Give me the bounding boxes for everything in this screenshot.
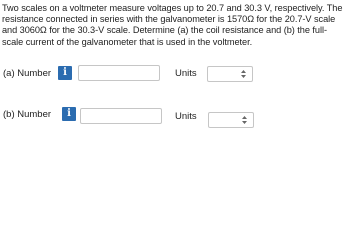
info-icon[interactable]: i <box>62 107 76 121</box>
question-text: Two scales on a voltmeter measure voltages up to 20.7 and 30.3 V, respectively. The resistance connected in series with the galvanometer is 1570Ω for the 20.7-V scale and 3060Ω for the 30.3-V scale. Determine (a) the coil resistance and (b) the full-scale current of the galvanometer that is used in the voltmeter. <box>2 3 343 47</box>
answer-row-a <box>0 63 350 91</box>
part-a-units-label: Units <box>175 68 197 79</box>
part-a-label: (a) Number <box>3 68 52 79</box>
chevron-up-down-icon <box>240 69 247 79</box>
part-b-label: (b) Number <box>3 109 52 120</box>
part-a-number-input[interactable] <box>78 65 160 81</box>
part-b-number-input[interactable] <box>80 108 162 124</box>
info-icon[interactable]: i <box>58 66 72 80</box>
part-a-units-select[interactable] <box>207 66 253 82</box>
chevron-up-down-icon <box>241 115 248 125</box>
part-b-units-label: Units <box>175 111 197 122</box>
answer-row-b <box>0 104 350 132</box>
part-b-units-select[interactable] <box>208 112 254 128</box>
